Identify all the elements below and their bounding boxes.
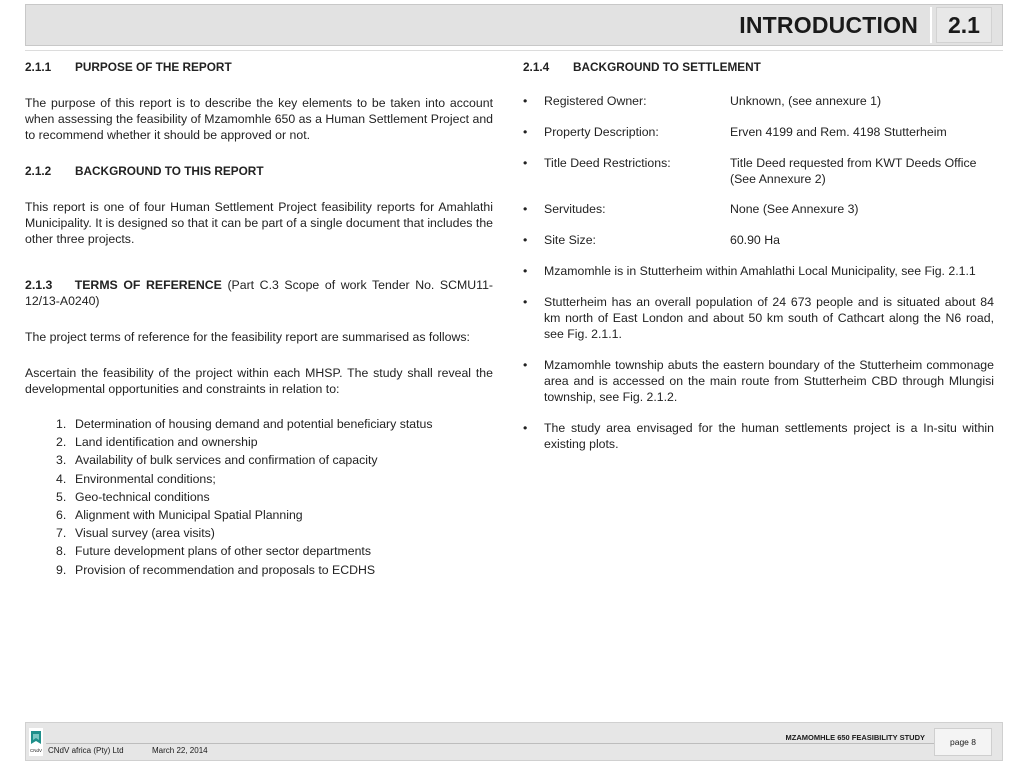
- left-column: [25, 58, 493, 580]
- section-num: 2.1.4: [523, 60, 550, 74]
- section-num: 2.1.3: [25, 278, 53, 292]
- fact-row: • Registered Owner: Unknown, (see annexure 1): [523, 94, 882, 108]
- list-item: 3. Availability of bulk services and confirmation of capacity: [56, 453, 378, 468]
- list-item: 4. Environmental conditions;: [56, 471, 216, 486]
- section-heading-terms: [25, 277, 493, 309]
- page-footer: [25, 722, 1003, 761]
- page-number: page 8: [934, 728, 992, 756]
- section-num: 2.1.1: [25, 60, 52, 74]
- terms-paragraph-2: Ascertain the feasibility of the project within each MHSP. The study shall reveal the developmental opportunities and constraints in relation to:: [25, 366, 493, 396]
- list-item: 8. Future development plans of other sector departments: [56, 544, 371, 559]
- section-heading-settlement: [523, 59, 994, 75]
- logo-lettering: CNdV: [29, 748, 43, 753]
- list-item: 2. Land identification and ownership: [56, 435, 258, 450]
- page-header: [25, 4, 1003, 46]
- section-title: BACKGROUND TO SETTLEMENT: [573, 60, 761, 74]
- section-number: 2.1: [936, 7, 992, 43]
- list-item: 5. Geo-technical conditions: [56, 489, 210, 504]
- list-item: 7. Visual survey (area visits): [56, 526, 215, 541]
- fact-row: • Site Size: 60.90 Ha: [523, 233, 780, 247]
- bullet-item: • Stutterheim has an overall population of 24 673 people and is situated about 84 km north of East London and about 50 km south of Cathcart along the N6 road, see Fig. 2.1.1.: [523, 295, 994, 341]
- header-divider: [930, 7, 932, 43]
- terms-list: [25, 416, 493, 580]
- terms-paragraph-1: The project terms of reference for the feasibility report are summarised as follows:: [25, 330, 470, 344]
- list-item: 9. Provision of recommendation and proposals to ECDHS: [56, 562, 376, 577]
- bullet-item: • Mzamomhle is in Stutterheim within Amahlathi Local Municipality, see Fig. 2.1.1: [523, 264, 976, 278]
- footer-rule: [46, 743, 952, 744]
- right-column: [523, 58, 994, 452]
- fact-row: • Servitudes: None (See Annexure 3): [523, 202, 859, 216]
- document-date: March 22, 2014: [152, 746, 208, 755]
- section-heading-background: [25, 163, 493, 179]
- header-rule: [25, 50, 1003, 51]
- section-num: 2.1.2: [25, 164, 52, 178]
- page-title: INTRODUCTION: [739, 12, 918, 38]
- company-name: CNdV africa (Pty) Ltd: [48, 746, 124, 755]
- purpose-paragraph: The purpose of this report is to describe the key elements to be taken into account when assessing the feasibility of Mzamomhle 650 as a Human Settlement Project and to recommend whether it should be approved or not.: [25, 96, 493, 142]
- company-logo-icon: [29, 728, 43, 756]
- study-title: MZAMOMHLE 650 FEASIBILITY STUDY: [785, 733, 925, 742]
- fact-row: • Title Deed Restrictions: Title Deed requested from KWT Deeds Office (See Annexure 2): [523, 156, 977, 186]
- fact-row: • Property Description: Erven 4199 and Rem. 4198 Stutterheim: [523, 125, 947, 139]
- bullet-item: • The study area envisaged for the human settlements project is a In-situ within existing plots.: [523, 421, 994, 451]
- section-title: PURPOSE OF THE REPORT: [75, 60, 232, 74]
- list-item: 1. Determination of housing demand and potential beneficiary status: [56, 417, 433, 431]
- background-paragraph: This report is one of four Human Settlement Project feasibility reports for Amahlathi Municipality. It is designed so that it can be part of a single document that includes the other three projects.: [25, 200, 493, 246]
- section-heading-purpose: [25, 59, 493, 75]
- settlement-facts: [523, 93, 994, 452]
- section-title: BACKGROUND TO THIS REPORT: [75, 164, 264, 178]
- section-title: TERMS OF REFERENCE: [74, 278, 222, 292]
- section-title-suffix: (Part C.3 Scope of work Tender No. SCMU11-12/13-A0240): [25, 278, 494, 308]
- bullet-item: • Mzamomhle township abuts the eastern boundary of the Stutterheim commonage area and is accessed on the main route from Stutterheim CBD through Mlungisi township, see Fig. 2.1.2.: [523, 358, 994, 404]
- list-item: 6. Alignment with Municipal Spatial Planning: [56, 507, 303, 522]
